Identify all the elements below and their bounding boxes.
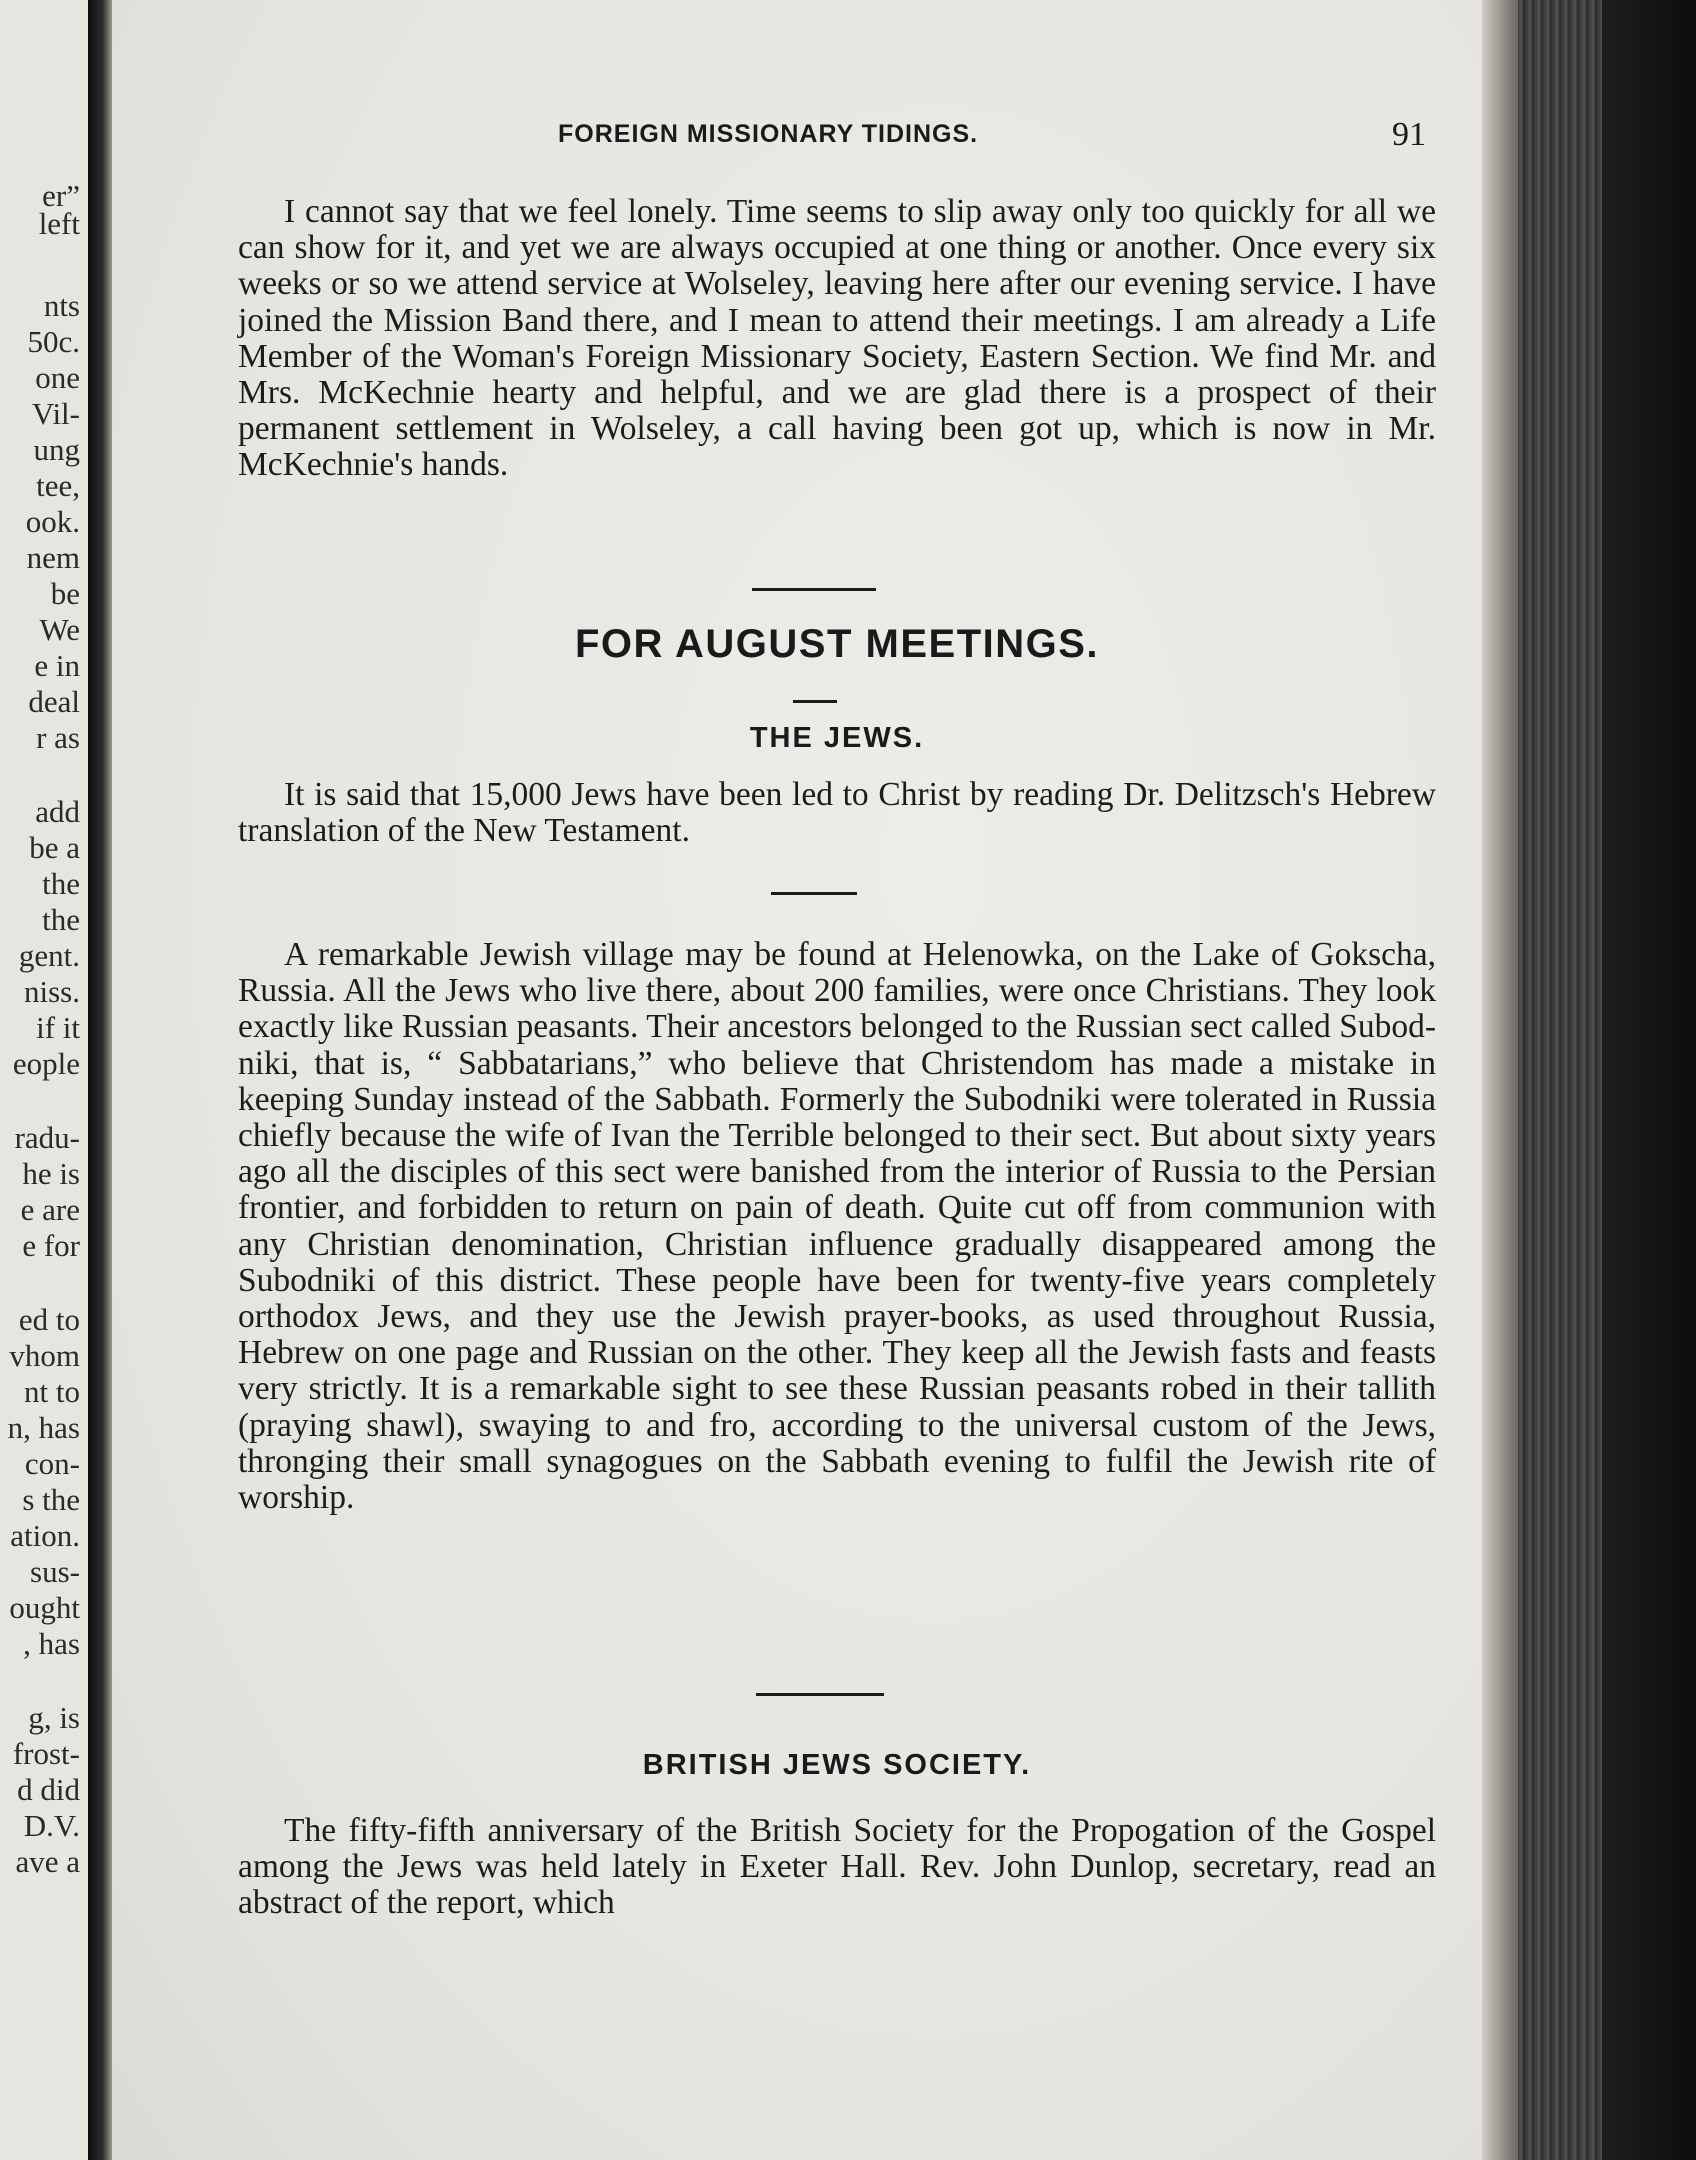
previous-page-text-fragment: be bbox=[50, 576, 80, 611]
paragraph-rule bbox=[771, 892, 857, 895]
previous-page-text-fragment: nt to bbox=[24, 1374, 80, 1409]
previous-page-text-fragment: nem bbox=[26, 540, 80, 575]
previous-page-text-fragment: niss. bbox=[24, 974, 80, 1009]
previous-page-text-fragment: ought bbox=[9, 1590, 80, 1625]
previous-page-text-fragment: e in bbox=[34, 648, 80, 683]
page bbox=[112, 0, 1482, 2160]
previous-page-text-fragment: We bbox=[39, 612, 80, 647]
previous-page-text-fragment: ung bbox=[33, 432, 80, 467]
previous-page-text-fragment: add bbox=[35, 794, 80, 829]
previous-page-text-fragment: d did bbox=[17, 1772, 80, 1807]
previous-page-text-fragment: e are bbox=[20, 1192, 80, 1227]
previous-page-text-fragment: eople bbox=[12, 1046, 80, 1081]
previous-page-text-fragment: he is bbox=[22, 1156, 80, 1191]
previous-page-text-fragment: be a bbox=[29, 830, 80, 865]
book-page-edges bbox=[1482, 0, 1696, 2160]
previous-page-text-fragment: D.V. bbox=[23, 1808, 80, 1843]
previous-page-text-fragment: er” bbox=[42, 178, 80, 213]
previous-page-text-fragment: sus- bbox=[30, 1554, 80, 1589]
previous-page-text-fragment: ed to bbox=[18, 1302, 80, 1337]
previous-page-text-fragment: Vil- bbox=[31, 396, 80, 431]
paragraph-delitzsch: It is said that 15,000 Jews have been led to Christ by reading Dr. Delitzsch's Hebrew translation of the New Testament. bbox=[238, 776, 1436, 850]
previous-page-text-fragment: e for bbox=[22, 1228, 80, 1263]
previous-page-text-fragment: , has bbox=[23, 1626, 80, 1661]
previous-page-text-fragment: gent. bbox=[18, 938, 80, 973]
previous-page-text-fragment: vhom bbox=[9, 1338, 80, 1373]
previous-page-text-fragment: tee, bbox=[36, 468, 80, 503]
section-rule bbox=[752, 588, 876, 591]
previous-page-text-fragment: one bbox=[35, 360, 80, 395]
page-number: 91 bbox=[1392, 116, 1426, 153]
paragraph-letter-excerpt: I cannot say that we feel lonely. Time seems to slip away only too quickly for all we can show for it, and yet we are always occupied at one thing or another. Once every six weeks or so we attend service at Wolseley, leaving here after our evening service. I have joined the Mission Band there, and I mean to attend their meetings. I am already a Life Member of the Woman's Foreign Missionary Society, Eastern Section. We find Mr. and Mrs. McKechnie hearty and helpful, and we are glad there is a prospect of their permanent settlement in Wolseley, a call having been got up, which is now in Mr. McKechnie's hands. bbox=[238, 193, 1436, 484]
previous-page-text-fragment: if it bbox=[36, 1010, 80, 1045]
previous-page-text-fragment: left bbox=[38, 206, 80, 241]
previous-page-text-fragment: n, has bbox=[7, 1410, 80, 1445]
previous-page-text-fragment: s the bbox=[22, 1482, 80, 1517]
heading-short-rule bbox=[793, 700, 837, 703]
previous-page-text-fragment: the bbox=[42, 866, 80, 901]
previous-page-edge bbox=[0, 0, 88, 2160]
previous-page-text-fragment: ation. bbox=[10, 1518, 80, 1553]
heading-british-jews-society: BRITISH JEWS SOCIETY. bbox=[642, 1749, 1032, 1781]
paragraph-helenowka: A remarkable Jewish village may be found at Helenowka, on the Lake of Gokscha, Russia. All the Jews who live there, about 200 families, were once Christians. They look exactly like Russian peasants. Their ancestors belonged to the Russian sect called Subodniki, that is, “ Sabbatarians,” who believe that Christendom has made a mistake in keeping Sunday instead of the Sabbath. Formerly the Subodniki were tolerated in Russia chiefly because the wife of Ivan the Terrible belonged to their sect. But about sixty years ago all the disciples of this sect were banished from the interior of Russia to the Persian frontier, and forbidden to return on pain of death. Quite cut off from communion with any Christian denomination, Christian influence gradually disappeared among the Subodniki of this district. These people have been for twenty-five years completely orthodox Jews, and they use the Jewish prayer-books, as used throughout Russia, Hebrew on one page and Russian on the other. They keep all the Jewish fasts and feasts very strictly. It is a remarkable sight to see these Russian peasants robed in their tallith (praying shawl), swaying to and fro, according to the universal custom of the Jews, thronging their small synagogues on the Sabbath evening to fulfil the Jewish rite of worship. bbox=[238, 936, 1436, 1517]
previous-page-text-fragment: g, is bbox=[28, 1700, 80, 1735]
previous-page-text-fragment: ave a bbox=[15, 1844, 80, 1879]
previous-page-text-fragment: deal bbox=[28, 684, 80, 719]
paragraph-british-society: The fifty-fifth anniversary of the British Society for the Propogation of the Gospel among the Jews was held lately in Exeter Hall. Rev. John Dunlop, secretary, read an abstract of the report, which bbox=[238, 1812, 1436, 1922]
previous-page-text-fragment: con- bbox=[24, 1446, 80, 1481]
running-head-title: FOREIGN MISSIONARY TIDINGS. bbox=[558, 120, 979, 148]
running-head bbox=[238, 116, 1436, 160]
previous-page-text-fragment: frost- bbox=[12, 1736, 80, 1771]
previous-page-text-fragment: the bbox=[42, 902, 80, 937]
heading-the-jews: THE JEWS. bbox=[749, 722, 925, 754]
previous-page-text-fragment: nts bbox=[43, 288, 80, 323]
previous-page-text-fragment: ook. bbox=[25, 504, 80, 539]
previous-page-text-fragment: radu- bbox=[14, 1120, 80, 1155]
section-rule-2 bbox=[756, 1693, 884, 1696]
book-gutter bbox=[88, 0, 112, 2160]
heading-for-august-meetings: FOR AUGUST MEETINGS. bbox=[574, 622, 1100, 666]
previous-page-text-fragment: r as bbox=[36, 720, 80, 755]
previous-page-text-fragment: 50c. bbox=[27, 324, 80, 359]
